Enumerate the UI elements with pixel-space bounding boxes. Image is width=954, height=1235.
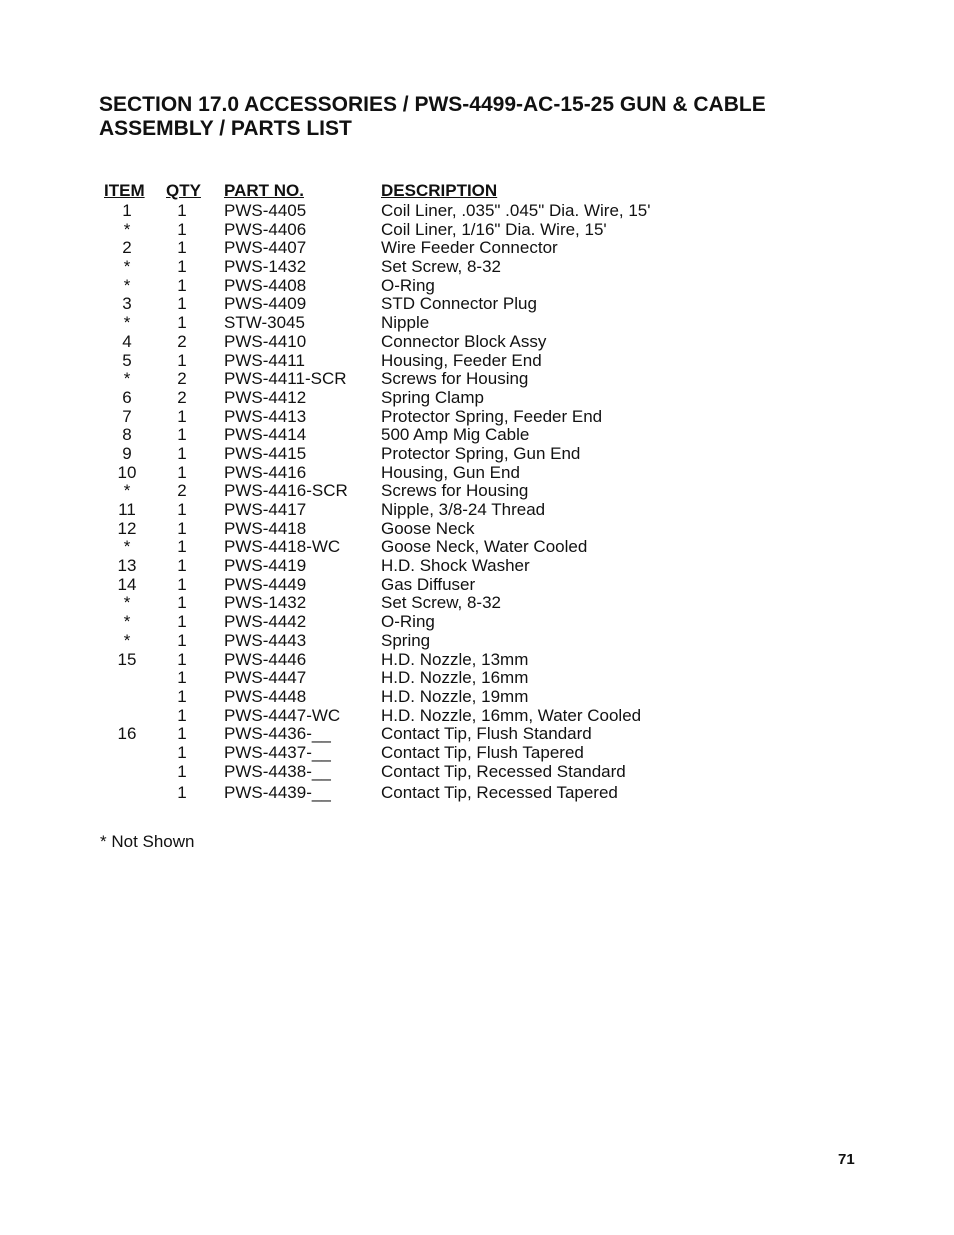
- cell-description: Screws for Housing: [381, 369, 529, 389]
- cell-qty: 1: [177, 761, 187, 781]
- table-row: [0, 239, 954, 258]
- cell-qty: 1: [177, 630, 187, 650]
- cell-description: Housing, Gun End: [381, 462, 520, 482]
- cell-item: 8: [122, 425, 132, 445]
- cell-item: 14: [117, 574, 137, 594]
- table-row: [0, 538, 954, 557]
- cell-item: 15: [117, 649, 137, 669]
- cell-description: Contact Tip, Flush Tapered: [381, 742, 584, 762]
- cell-part-no: PWS-4409: [224, 294, 307, 314]
- table-row: [0, 445, 954, 464]
- cell-part-no: PWS-4413: [224, 406, 307, 426]
- cell-part-no: PWS-4411: [224, 350, 305, 370]
- table-row: [0, 520, 954, 539]
- cell-qty: 1: [177, 782, 187, 802]
- cell-description: Goose Neck: [381, 518, 475, 538]
- cell-part-no: PWS-4416-SCR: [224, 481, 348, 501]
- cell-part-no: PWS-4447: [224, 668, 307, 688]
- cell-part-no: PWS-4408: [224, 275, 307, 295]
- cell-description: Protector Spring, Gun End: [381, 443, 581, 463]
- table-row: [0, 576, 954, 595]
- cell-item: 12: [117, 518, 137, 538]
- cell-qty: 2: [177, 369, 187, 389]
- page-number: 71: [838, 1151, 855, 1168]
- cell-qty: 1: [177, 500, 187, 519]
- table-header-row: [0, 182, 954, 202]
- cell-description: H.D. Nozzle, 19mm: [381, 686, 529, 706]
- cell-item: 2: [122, 238, 132, 258]
- cell-qty: 1: [177, 537, 187, 557]
- cell-qty: 1: [177, 406, 187, 426]
- cell-item: *: [123, 612, 131, 632]
- cell-item: 3: [122, 294, 132, 314]
- cell-description: Spring: [381, 630, 431, 650]
- cell-description: Connector Block Assy: [381, 331, 547, 351]
- cell-part-no: PWS-4405: [224, 201, 307, 220]
- cell-description: Nipple, 3/8-24 Thread: [381, 500, 546, 519]
- table-row: [0, 725, 954, 744]
- cell-part-no: PWS-4406: [224, 219, 307, 239]
- cell-qty: 1: [177, 275, 187, 295]
- cell-qty: 1: [177, 201, 187, 220]
- cell-item: 16: [117, 724, 137, 744]
- table-row: [0, 594, 954, 613]
- cell-qty: 1: [177, 705, 187, 725]
- cell-item: *: [123, 219, 131, 239]
- table-row: [0, 277, 954, 296]
- table-row: [0, 333, 954, 352]
- cell-part-no: PWS-4437-__: [224, 742, 331, 762]
- cell-qty: 1: [177, 219, 187, 239]
- cell-item: *: [123, 369, 131, 389]
- cell-qty: 1: [177, 686, 187, 706]
- cell-item: 5: [122, 350, 132, 370]
- cell-description: Wire Feeder Connector: [381, 238, 558, 258]
- cell-qty: 2: [177, 387, 187, 407]
- cell-part-no: PWS-4439-__: [224, 782, 331, 802]
- cell-part-no: PWS-4410: [224, 331, 307, 351]
- cell-description: 500 Amp Mig Cable: [381, 425, 530, 445]
- cell-description: Screws for Housing: [381, 481, 529, 501]
- cell-description: Contact Tip, Recessed Standard: [381, 761, 626, 781]
- cell-item: 9: [122, 443, 132, 463]
- table-row: [0, 295, 954, 314]
- cell-item: *: [123, 481, 131, 501]
- cell-description: Goose Neck, Water Cooled: [381, 537, 588, 557]
- table-row: [0, 221, 954, 240]
- cell-description: H.D. Shock Washer: [381, 556, 530, 576]
- cell-part-no: PWS-4415: [224, 443, 307, 463]
- cell-part-no: PWS-4447-WC: [224, 705, 341, 725]
- cell-item: *: [123, 313, 131, 333]
- cell-description: O-Ring: [381, 275, 435, 295]
- table-row: [0, 501, 954, 520]
- cell-qty: 1: [177, 612, 187, 632]
- cell-description: H.D. Nozzle, 16mm: [381, 668, 529, 688]
- cell-qty: 1: [177, 350, 187, 370]
- cell-item: 7: [122, 406, 132, 426]
- cell-part-no: PWS-4416: [224, 462, 307, 482]
- cell-item: *: [123, 257, 131, 277]
- cell-description: Gas Diffuser: [381, 574, 476, 594]
- cell-qty: 1: [177, 742, 187, 762]
- column-header-description: DESCRIPTION: [381, 181, 498, 200]
- table-row: [0, 744, 954, 763]
- table-row: [0, 408, 954, 427]
- cell-qty: 2: [177, 331, 187, 351]
- table-row: [0, 464, 954, 483]
- cell-qty: 1: [177, 238, 187, 258]
- table-row: [0, 426, 954, 445]
- cell-qty: 1: [177, 425, 187, 445]
- cell-part-no: PWS-4436-__: [224, 724, 331, 744]
- cell-qty: 1: [177, 574, 187, 594]
- table-row: [0, 763, 954, 784]
- table-row: [0, 557, 954, 576]
- table-row: [0, 632, 954, 651]
- cell-item: 10: [117, 462, 137, 482]
- table-row: [0, 669, 954, 688]
- column-header-qty: QTY: [166, 181, 201, 200]
- cell-description: Nipple: [381, 313, 430, 333]
- parts-table: [0, 182, 954, 805]
- cell-description: Set Screw, 8-32: [381, 593, 502, 613]
- page-title: SECTION 17.0 ACCESSORIES / PWS-4499-AC-15-25 GUN & CABLE ASSEMBLY / PARTS LIST: [99, 93, 766, 140]
- cell-part-no: PWS-4449: [224, 574, 307, 594]
- cell-item: 6: [122, 387, 132, 407]
- cell-qty: 1: [177, 649, 187, 669]
- cell-part-no: PWS-4417: [224, 500, 307, 519]
- cell-qty: 2: [177, 481, 187, 501]
- cell-description: Protector Spring, Feeder End: [381, 406, 603, 426]
- cell-item: *: [123, 593, 131, 613]
- cell-part-no: PWS-4418: [224, 518, 307, 538]
- cell-qty: 1: [177, 443, 187, 463]
- cell-part-no: PWS-4448: [224, 686, 307, 706]
- cell-part-no: PWS-4418-WC: [224, 537, 341, 557]
- cell-part-no: PWS-4446: [224, 649, 307, 669]
- cell-part-no: PWS-4411-SCR: [224, 369, 347, 389]
- table-row: [0, 258, 954, 277]
- cell-part-no: PWS-4407: [224, 238, 307, 258]
- table-row: [0, 707, 954, 726]
- column-header-part-no: PART NO.: [224, 181, 304, 200]
- table-row: [0, 202, 954, 221]
- cell-description: Set Screw, 8-32: [381, 257, 502, 277]
- cell-item: *: [123, 630, 131, 650]
- cell-description: O-Ring: [381, 612, 435, 632]
- cell-qty: 1: [177, 518, 187, 538]
- cell-item: 4: [122, 331, 132, 351]
- table-row: [0, 482, 954, 501]
- table-row: [0, 651, 954, 670]
- cell-item: 1: [122, 201, 132, 220]
- cell-qty: 1: [177, 313, 187, 333]
- table-row: [0, 784, 954, 805]
- table-row: [0, 352, 954, 371]
- cell-qty: 1: [177, 724, 187, 744]
- table-row: [0, 688, 954, 707]
- cell-qty: 1: [177, 668, 187, 688]
- cell-qty: 1: [177, 257, 187, 277]
- table-row: [0, 370, 954, 389]
- cell-part-no: PWS-4419: [224, 556, 307, 576]
- table-row: [0, 389, 954, 408]
- column-header-item: ITEM: [104, 181, 145, 200]
- cell-description: Contact Tip, Flush Standard: [381, 724, 592, 744]
- cell-item: 13: [117, 556, 137, 576]
- cell-part-no: PWS-4414: [224, 425, 307, 445]
- cell-description: Spring Clamp: [381, 387, 484, 407]
- cell-qty: 1: [177, 593, 187, 613]
- cell-description: STD Connector Plug: [381, 294, 537, 314]
- cell-qty: 1: [177, 556, 187, 576]
- cell-part-no: PWS-4443: [224, 630, 307, 650]
- table-row: [0, 314, 954, 333]
- cell-part-no: PWS-1432: [224, 593, 307, 613]
- cell-item: 11: [118, 500, 136, 519]
- cell-qty: 1: [177, 294, 187, 314]
- cell-description: Housing, Feeder End: [381, 350, 542, 370]
- table-row: [0, 613, 954, 632]
- cell-part-no: PWS-4442: [224, 612, 307, 632]
- cell-description: Coil Liner, .035" .045" Dia. Wire, 15': [381, 201, 651, 220]
- cell-item: *: [123, 275, 131, 295]
- footnote: * Not Shown: [100, 832, 195, 851]
- cell-description: H.D. Nozzle, 16mm, Water Cooled: [381, 705, 642, 725]
- cell-description: Coil Liner, 1/16" Dia. Wire, 15': [381, 219, 607, 239]
- cell-description: H.D. Nozzle, 13mm: [381, 649, 529, 669]
- cell-qty: 1: [177, 462, 187, 482]
- cell-part-no: STW-3045: [224, 313, 305, 333]
- cell-description: Contact Tip, Recessed Tapered: [381, 782, 618, 802]
- cell-part-no: PWS-1432: [224, 257, 307, 277]
- cell-part-no: PWS-4412: [224, 387, 307, 407]
- cell-part-no: PWS-4438-__: [224, 761, 331, 781]
- cell-item: *: [123, 537, 131, 557]
